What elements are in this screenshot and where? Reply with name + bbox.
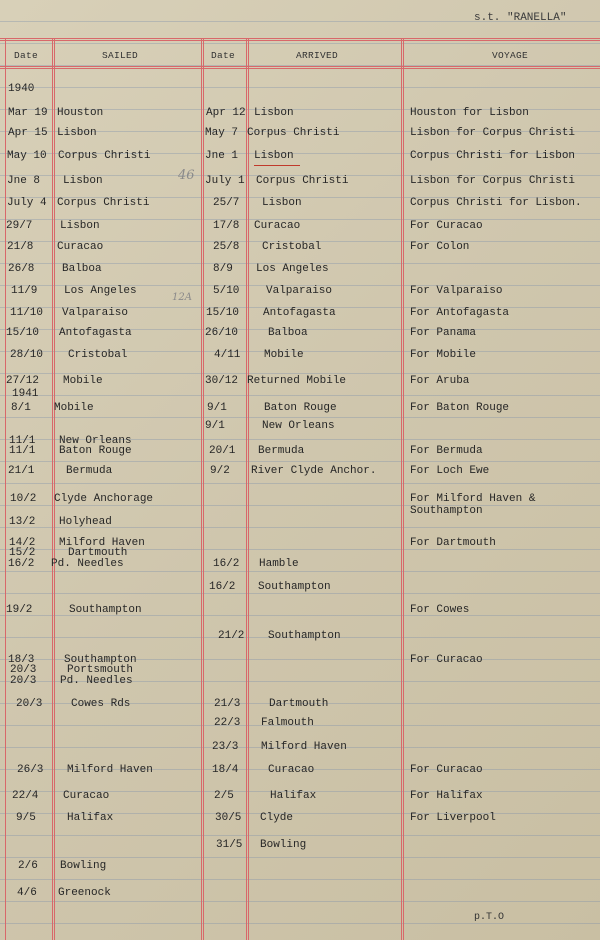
- entry-arrived-port: Falmouth: [261, 717, 314, 729]
- entry-sailed-port: Bermuda: [66, 465, 113, 477]
- entry-sailed-date: 2/6: [18, 860, 38, 872]
- entry-arrived-date: 21/3: [214, 698, 241, 710]
- entry-sailed-port: Curacao: [63, 790, 110, 802]
- entry-sailed-port: Mobile: [54, 402, 94, 414]
- entry-sailed-port: Lisbon: [60, 220, 100, 232]
- entry-sailed-date: 4/6: [17, 887, 37, 899]
- entry-arrived-port: Curacao: [268, 764, 315, 776]
- entry-arrived-date: 9/1: [207, 402, 227, 414]
- rule-date1: [52, 38, 53, 940]
- entry-arrived-port: Halifax: [270, 790, 317, 802]
- entry-sailed-date: Jne 8: [7, 175, 41, 187]
- entry-sailed-date: 11/1: [9, 435, 36, 447]
- entry-arrived-port: Lisbon: [254, 107, 294, 119]
- entry-arrived-date: July 1: [205, 175, 245, 187]
- rule-date1b: [54, 38, 55, 940]
- entry-sailed-date: 15/2: [9, 547, 36, 559]
- entry-sailed-port: Mobile: [63, 375, 103, 387]
- entry-arrived-port: Curacao: [254, 220, 301, 232]
- entry-arrived-port: Cristobal: [262, 241, 322, 253]
- entry-sailed-date: May 10: [7, 150, 47, 162]
- entry-arrived-date: 2/5: [214, 790, 234, 802]
- entry-sailed-port: Pd. Needles: [51, 558, 124, 570]
- entry-sailed-date: 19/2: [6, 604, 33, 616]
- header-bottom-rule: [0, 66, 600, 67]
- entry-sailed-port: Valparaiso: [62, 307, 129, 319]
- entry-voyage: For Halifax: [410, 790, 483, 802]
- entry-voyage: For Mobile: [410, 349, 477, 361]
- entry-sailed-port: Curacao: [57, 241, 104, 253]
- entry-sailed-port: Lisbon: [63, 175, 103, 187]
- entry-sailed-date: 20/3: [16, 698, 43, 710]
- entry-sailed-port: Clyde Anchorage: [54, 493, 154, 505]
- header-top-rule-2: [0, 40, 600, 41]
- entry-voyage: Corpus Christi for Lisbon: [410, 150, 576, 162]
- entry-voyage: For Dartmouth: [410, 537, 496, 549]
- entry-arrived-port: Balboa: [268, 327, 308, 339]
- entry-arrived-date: 9/2: [210, 465, 230, 477]
- entry-sailed-date: 9/5: [16, 812, 36, 824]
- entry-arrived-port: Southampton: [258, 581, 331, 593]
- entry-voyage: For Curacao: [410, 654, 483, 666]
- header-date-sailed: Date: [14, 50, 39, 61]
- entry-sailed-port: Pd. Needles: [60, 675, 133, 687]
- rule-left: [5, 38, 6, 940]
- entry-sailed-port: Halifax: [67, 812, 114, 824]
- entry-voyage: For Valparaiso: [410, 285, 503, 297]
- entry-arrived-date: 16/2: [213, 558, 240, 570]
- entry-sailed-date: 11/1: [9, 445, 36, 457]
- entry-arrived-port: Returned Mobile: [247, 375, 347, 387]
- header-date-arrived: Date: [211, 50, 236, 61]
- entry-arrived-date: 20/1: [209, 445, 236, 457]
- entry-arrived-date: 23/3: [212, 741, 239, 753]
- rule-date2: [246, 38, 247, 940]
- entry-sailed-port: Los Angeles: [64, 285, 137, 297]
- entry-arrived-date: 30/12: [205, 375, 239, 387]
- entry-voyage: For Curacao: [410, 764, 483, 776]
- entry-sailed-date: Apr 15: [8, 127, 48, 139]
- entry-sailed-date: 15/10: [6, 327, 40, 339]
- entry-arrived-date: 30/5: [215, 812, 242, 824]
- rule-sailed-b: [203, 38, 204, 940]
- entry-sailed-date: 14/2: [9, 537, 36, 549]
- entry-arrived-port: Clyde: [260, 812, 294, 824]
- year-1941: 1941: [12, 388, 39, 400]
- entry-arrived-port: Antofagasta: [263, 307, 336, 319]
- entry-voyage: For Bermuda: [410, 445, 483, 457]
- entry-sailed-port: Corpus Christi: [57, 197, 150, 209]
- entry-arrived-port: Baton Rouge: [264, 402, 337, 414]
- entry-sailed-port: Greenock: [58, 887, 111, 899]
- entry-sailed-port: Baton Rouge: [59, 445, 132, 457]
- entry-arrived-date: 31/5: [216, 839, 243, 851]
- entry-arrived-port: Mobile: [264, 349, 304, 361]
- year-1940: 1940: [8, 83, 35, 95]
- entry-arrived-port: New Orleans: [262, 420, 335, 432]
- entry-voyage: For Liverpool: [410, 812, 496, 824]
- entry-arrived-port: Lisbon: [262, 197, 302, 209]
- entry-arrived-port: Corpus Christi: [247, 127, 340, 139]
- pencil-note-2: 12A: [172, 292, 192, 303]
- entry-sailed-date: 28/10: [10, 349, 44, 361]
- entry-arrived-date: 15/10: [206, 307, 240, 319]
- entry-arrived-date: 16/2: [209, 581, 236, 593]
- entry-sailed-date: July 4: [7, 197, 47, 209]
- pencil-note-1: 46: [178, 168, 195, 183]
- entry-arrived-port: Lisbon: [254, 150, 294, 162]
- entry-voyage: For Cowes: [410, 604, 470, 616]
- entry-sailed-port: Southampton: [69, 604, 142, 616]
- entry-sailed-date: 22/4: [12, 790, 39, 802]
- entry-voyage: For Aruba: [410, 375, 470, 387]
- entry-arrived-date: 25/8: [213, 241, 240, 253]
- entry-sailed-port: Antofagasta: [59, 327, 132, 339]
- entry-sailed-port: Cristobal: [68, 349, 128, 361]
- entry-sailed-port: Corpus Christi: [58, 150, 151, 162]
- entry-arrived-date: 4/11: [214, 349, 241, 361]
- entry-arrived-date: 9/1: [205, 420, 225, 432]
- entry-voyage: Lisbon for Corpus Christi: [410, 127, 576, 139]
- header-bottom-rule-2: [0, 68, 600, 69]
- entry-arrived-port: Milford Haven: [261, 741, 347, 753]
- entry-arrived-port: River Clyde Anchor.: [251, 465, 377, 477]
- entry-sailed-date: 20/3: [10, 675, 37, 687]
- entry-sailed-date: 21/8: [7, 241, 34, 253]
- entry-sailed-port: Portsmouth: [67, 664, 134, 676]
- entry-arrived-date: 18/4: [212, 764, 239, 776]
- entry-arrived-port: Bowling: [260, 839, 307, 851]
- entry-voyage: Lisbon for Corpus Christi: [410, 175, 576, 187]
- entry-sailed-port: Southampton: [64, 654, 137, 666]
- entry-voyage: For Colon: [410, 241, 470, 253]
- entry-voyage: For Panama: [410, 327, 477, 339]
- entry-sailed-date: 13/2: [9, 516, 36, 528]
- entry-voyage: Houston for Lisbon: [410, 107, 529, 119]
- entry-voyage: For Milford Haven &: [410, 493, 536, 505]
- entry-arrived-date: 21/2: [218, 630, 245, 642]
- entry-sailed-port: Bowling: [60, 860, 107, 872]
- entry-arrived-port: Southampton: [268, 630, 341, 642]
- entry-arrived-port: Bermuda: [258, 445, 305, 457]
- entry-arrived-port: Dartmouth: [269, 698, 329, 710]
- header-arrived: ARRIVED: [296, 50, 339, 61]
- entry-arrived-date: 25/7: [213, 197, 240, 209]
- entry-sailed-date: 8/1: [11, 402, 31, 414]
- page-turn-over: p.T.O: [474, 912, 505, 923]
- entry-sailed-date: 10/2: [10, 493, 37, 505]
- entry-arrived-date: 17/8: [213, 220, 240, 232]
- entry-sailed-date: 16/2: [8, 558, 35, 570]
- entry-arrived-date: 26/10: [205, 327, 239, 339]
- entry-arrived-date: Jne 1: [205, 150, 239, 162]
- entry-arrived-port: Valparaiso: [266, 285, 333, 297]
- rule-arrived-b: [403, 38, 404, 940]
- entry-sailed-port: New Orleans: [59, 435, 132, 447]
- entry-sailed-port: Milford Haven: [67, 764, 153, 776]
- entry-sailed-date: 18/3: [8, 654, 35, 666]
- entry-arrived-date: May 7: [205, 127, 239, 139]
- ship-name: s.t. "RANELLA": [474, 12, 567, 24]
- entry-sailed-date: 29/7: [6, 220, 33, 232]
- entry-arrived-port: Hamble: [259, 558, 299, 570]
- entry-voyage: For Baton Rouge: [410, 402, 510, 414]
- entry-sailed-port: Holyhead: [59, 516, 112, 528]
- entry-voyage: For Antofagasta: [410, 307, 510, 319]
- entry-voyage: Southampton: [410, 505, 483, 517]
- entry-sailed-date: 26/8: [8, 263, 35, 275]
- header-top-rule: [0, 38, 600, 39]
- entry-sailed-date: 21/1: [8, 465, 35, 477]
- entry-sailed-port: Lisbon: [57, 127, 97, 139]
- entry-sailed-port: Cowes Rds: [71, 698, 131, 710]
- entry-arrived-date: 8/9: [213, 263, 233, 275]
- entry-arrived-date: Apr 12: [206, 107, 246, 119]
- entry-sailed-date: 11/9: [11, 285, 38, 297]
- entry-arrived-date: 22/3: [214, 717, 241, 729]
- rule-date2b: [248, 38, 249, 940]
- entry-voyage: For Loch Ewe: [410, 465, 490, 477]
- entry-arrived-port: Los Angeles: [256, 263, 329, 275]
- header-voyage: VOYAGE: [492, 50, 529, 61]
- rule-sailed: [201, 38, 202, 940]
- entry-sailed-date: 26/3: [17, 764, 44, 776]
- entry-voyage: Corpus Christi for Lisbon.: [410, 197, 582, 209]
- entry-sailed-port: Milford Haven: [59, 537, 145, 549]
- entry-sailed-port: Balboa: [62, 263, 102, 275]
- lisbon-underline: [254, 165, 300, 166]
- entry-sailed-date: 11/10: [10, 307, 44, 319]
- entry-sailed-port: Dartmouth: [68, 547, 128, 559]
- entry-arrived-port: Corpus Christi: [256, 175, 349, 187]
- entry-sailed-port: Houston: [57, 107, 104, 119]
- entry-sailed-date: 27/12: [6, 375, 40, 387]
- entry-sailed-date: Mar 19: [8, 107, 48, 119]
- rule-arrived: [401, 38, 402, 940]
- entry-arrived-date: 5/10: [213, 285, 240, 297]
- header-sailed: SAILED: [102, 50, 139, 61]
- entry-voyage: For Curacao: [410, 220, 483, 232]
- entry-sailed-date: 20/3: [10, 664, 37, 676]
